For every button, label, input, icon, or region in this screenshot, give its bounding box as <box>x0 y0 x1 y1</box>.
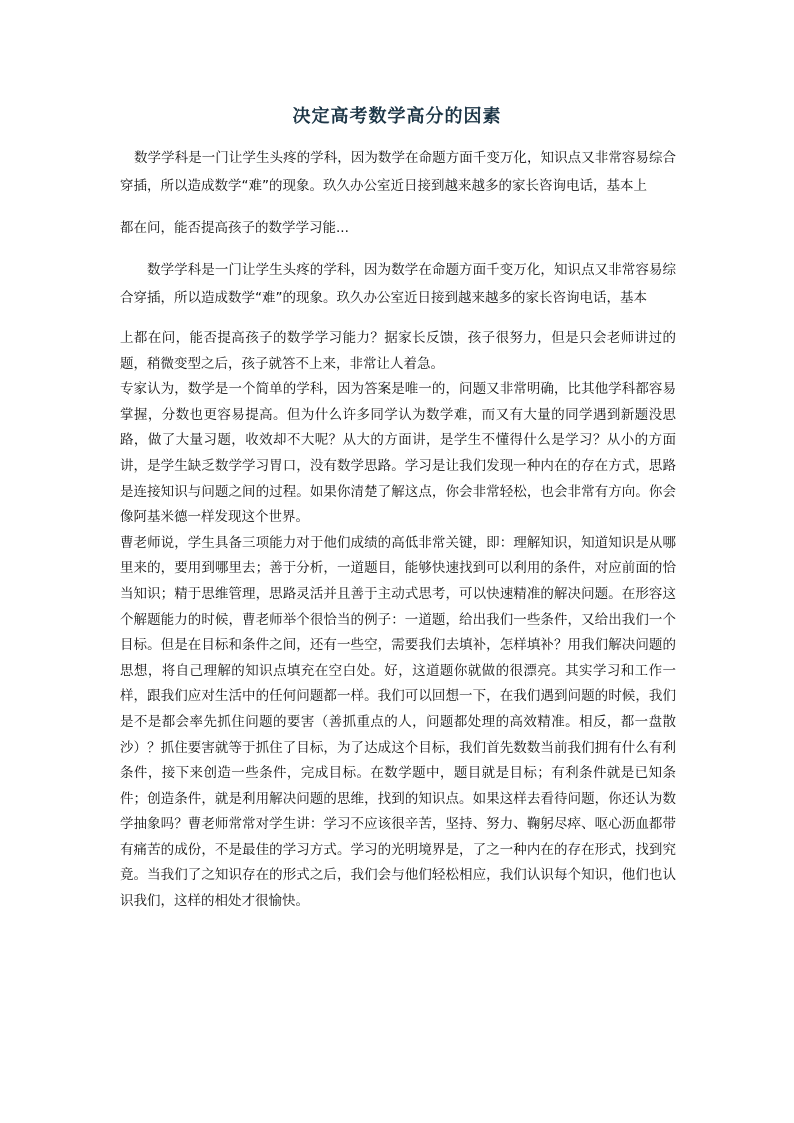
body-paragraph-2: 专家认为，数学是一个简单的学科，因为答案是唯一的，问题又非常明确，比其他学科都容易掌握，分数也更容易提高。但为什么许多同学认为数学难，而又有大量的同学遇到新题没思路，做了大量习题，收效却不大呢？从大的方面讲，是学生不懂得什么是学习？从小的方面讲，是学生缺乏数学学习胃口，没有数学思路。学习是让我们发现一种内在的存在方式，思路是连接知识与问题之间的过程。如果你清楚了解这点，你会非常轻松，也会非常有方向。你会像阿基米德一样发现这个世界。 <box>120 381 676 526</box>
body-paragraph-3: 曹老师说，学生具备三项能力对于他们成绩的高低非常关键，即：理解知识，知道知识是从哪里来的，要用到哪里去；善于分析，一道题目，能够快速找到可以利用的条件，对应前面的恰当知识；精于思维管理，思路灵活并且善于主动式思考，可以快速精准的解决问题。在形容这个解题能力的时候，曹老师举个很恰当的例子：一道题，给出我们一些条件，又给出我们一个目标。但是在目标和条件之间，还有一些空，需要我们去填补，怎样填补？用我们解决问题的思想，将自己理解的知识点填充在空白处。好，这道题你就做的很漂亮。其实学习和工作一样，跟我们应对生活中的任何问题都一样。我们可以回想一下，在我们遇到问题的时候，我们是不是都会率先抓住问题的要害（善抓重点的人，问题都处理的高效精准。相反，都一盘散沙）？抓住要害就等于抓住了目标，为了达成这个目标，我们首先数数当前我们拥有什么有利条件，接下来创造一些条件，完成目标。在数学题中，题目就是目标；有利条件就是已知条件；创造条件，就是利用解决问题的思维，找到的知识点。如果这样去看待问题，你还认为数学抽象吗？曹老师常常对学生讲：学习不应该很辛苦，坚持、努力、鞠躬尽瘁、呕心沥血都带有痛苦的成份，不是最佳的学习方式。学习的光明境界是，了之一种内在的存在形式，找到究竟。当我们了之知识存在的形式之后，我们会与他们轻松相应，我们认识每个知识，他们也认识我们，这样的相处才很愉快。 <box>120 534 676 910</box>
summary-block <box>120 144 676 200</box>
body-paragraph-1b: 上都在问，能否提高孩子的数学学习能力？据家长反馈，孩子很努力，但是只会老师讲过的题，稍微变型之后，孩子就答不上来，非常让人着急。 <box>120 330 676 372</box>
document-title: 决定高考数学高分的因素 <box>292 106 502 127</box>
body-block-2 <box>120 326 676 915</box>
summary-paragraph: 数学学科是一门让学生头疼的学科，因为数学在命题方面千变万化，知识点又非常容易综合穿插，所以造成数学“难”的现象。玖久办公室近日接到越来越多的家长咨询电话，基本上 <box>120 150 676 194</box>
summary-tail-block <box>120 214 676 242</box>
summary-paragraph-tail: 都在问，能否提高孩子的数学学习能... <box>120 220 349 236</box>
body-paragraph-1a: 数学学科是一门让学生头疼的学科，因为数学在命题方面千变万化，知识点又非常容易综合穿插，所以造成数学“难”的现象。玖久办公室近日接到越来越多的家长咨询电话，基本 <box>120 262 676 306</box>
body-block-1 <box>120 256 676 312</box>
